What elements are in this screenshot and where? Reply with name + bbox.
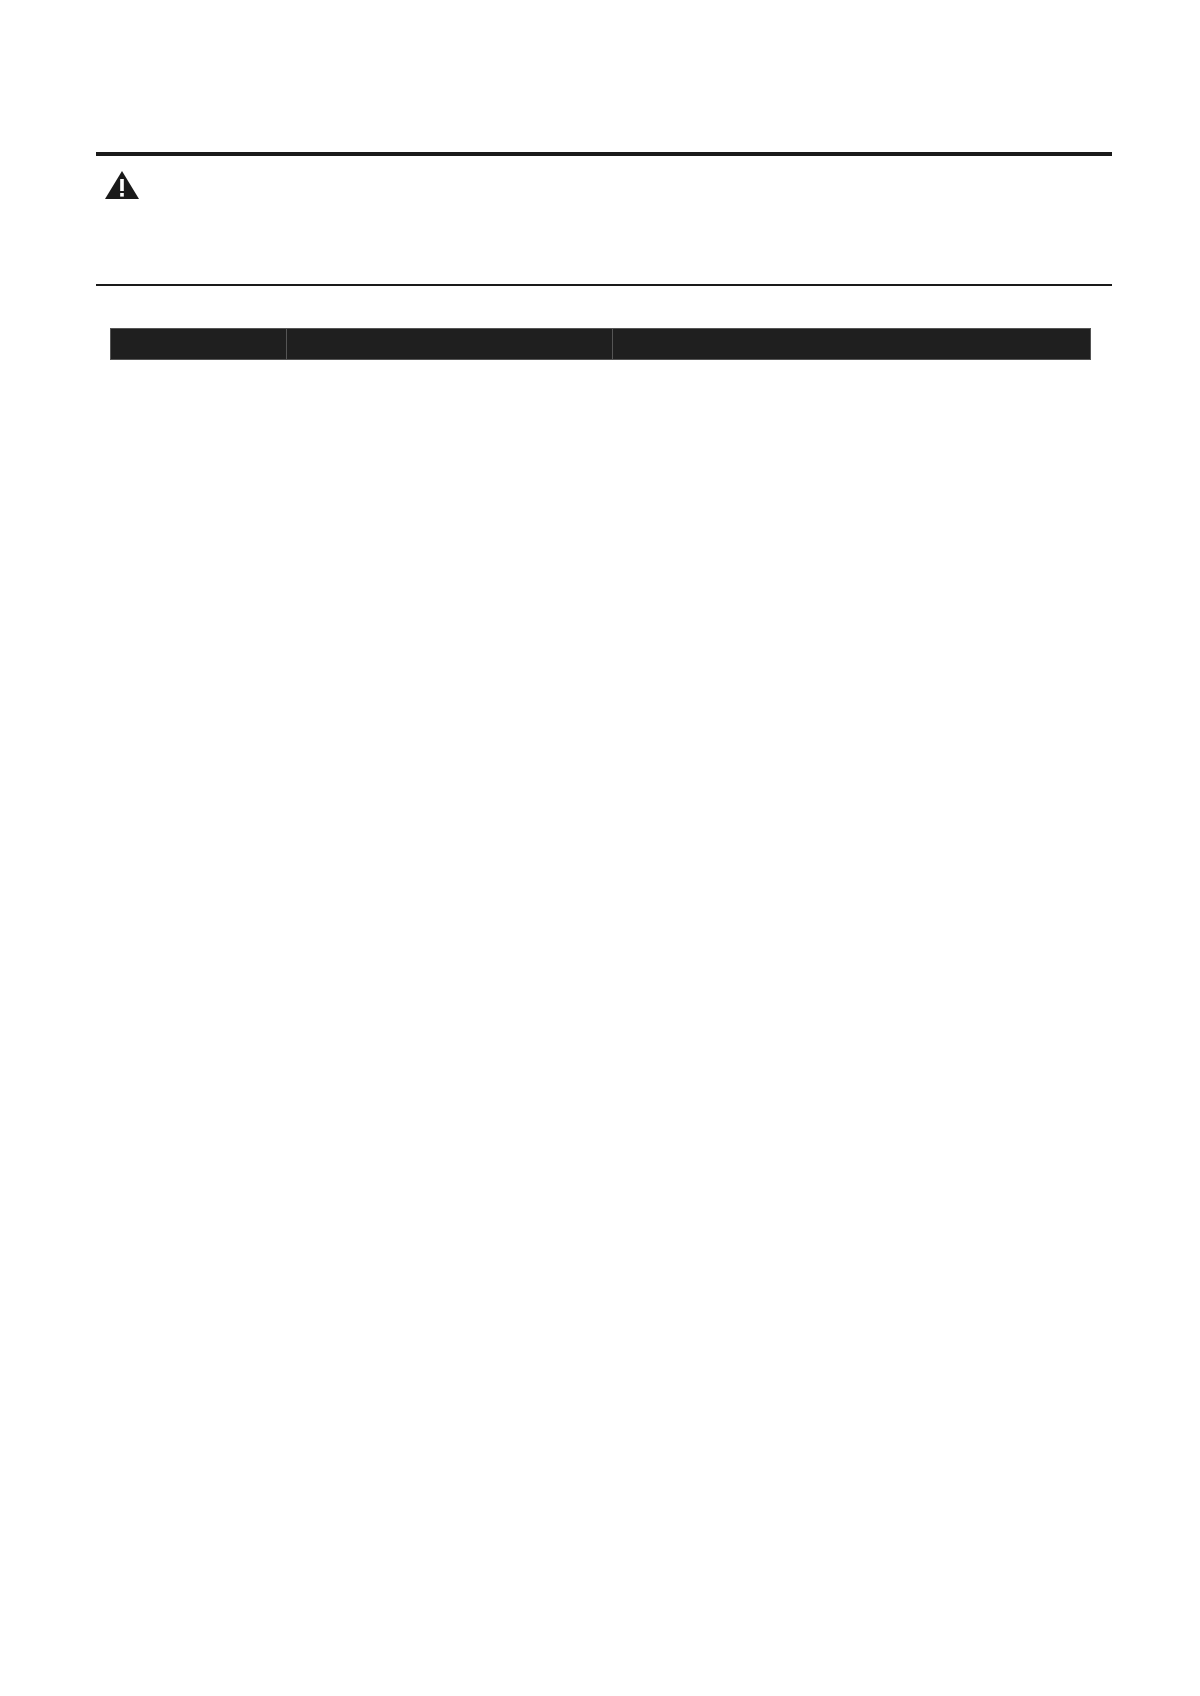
header-detection-methods — [613, 329, 1091, 360]
header-possible-reason — [287, 329, 613, 360]
table-header-row — [111, 329, 1091, 360]
fault-diagnosis-table — [110, 328, 1091, 360]
top-divider — [96, 152, 1112, 156]
warning-divider — [96, 284, 1112, 286]
header-unit-status — [111, 329, 287, 360]
warning-triangle-icon — [104, 170, 140, 200]
